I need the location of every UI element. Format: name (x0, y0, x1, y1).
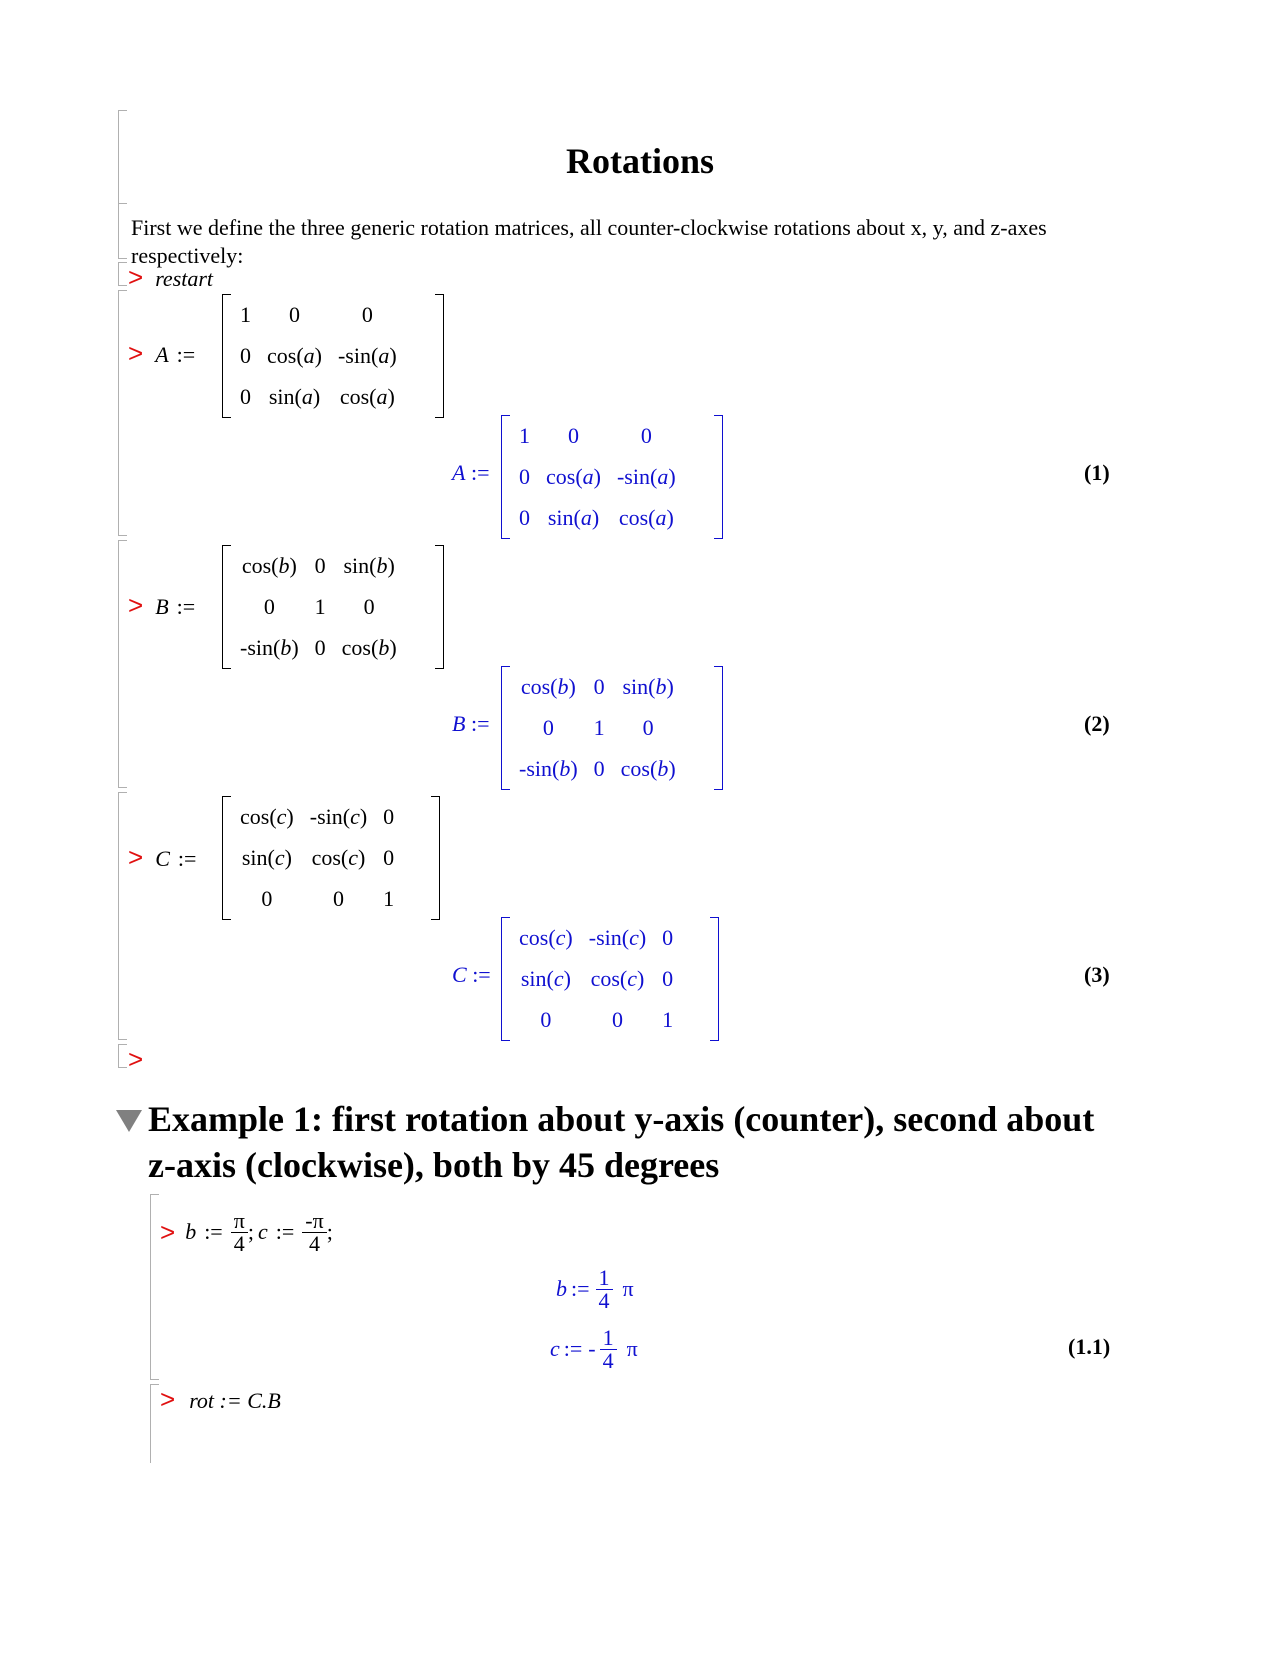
assign-operator: := (176, 594, 196, 619)
matrix-b-output-cell: -sin(b) (519, 756, 578, 782)
matrix-c-input-cell: -sin(c) (309, 803, 368, 829)
matrix-b-output-label (452, 711, 489, 737)
b-input-fraction (231, 1207, 248, 1256)
matrix-c-output-name: C (452, 962, 467, 987)
matrix-c-output-cell: 1 (662, 1007, 674, 1033)
matrix-a-input-name: A (155, 342, 169, 367)
section-input1-bracket (150, 1194, 159, 1380)
matrix-a-output-cell: -sin(a) (616, 463, 676, 489)
c-output-var: c (550, 1336, 560, 1361)
assign-operator: := (177, 846, 197, 871)
matrix-a-input-cell: sin(a) (268, 384, 321, 410)
matrix-c-input-cell: cos(c) (311, 844, 366, 870)
matrix-b-input-cell: sin(b) (343, 552, 395, 578)
prompt-symbol: > (128, 338, 144, 368)
assign-operator: := (470, 460, 490, 485)
restart-input-line[interactable] (128, 262, 213, 293)
b-output-var: b (556, 1276, 567, 1301)
matrix-b-output-row (511, 749, 684, 790)
assign-operator: := (204, 1219, 223, 1244)
c-output-line (550, 1322, 638, 1376)
matrix-c-output-cell: -sin(c) (588, 924, 647, 950)
c-output-fraction (600, 1324, 617, 1373)
c-input-numerator: -π (302, 1210, 326, 1233)
matrix-a-output-row (511, 456, 684, 497)
matrix-b-output-cell: 0 (642, 714, 654, 740)
matrix-a-input-cell: 0 (361, 301, 373, 327)
matrix-c-output-cell: 0 (540, 1007, 552, 1033)
assign-operator: := (275, 1219, 295, 1244)
matrix-c-output-label (452, 962, 491, 988)
matrix-c-output-cell: cos(c) (590, 965, 645, 991)
matrix-b-output-row (511, 666, 684, 707)
matrix-b-output-cell: 1 (593, 714, 605, 740)
c-output-numerator: 1 (600, 1327, 617, 1350)
matrix-b-input-cell: 1 (314, 593, 326, 619)
matrix-a-input-row (232, 377, 405, 418)
matrix-c-output-cell: 0 (611, 1007, 623, 1033)
matrix-c-input-cell: 0 (261, 886, 273, 912)
matrix-c-input-cell: 0 (383, 803, 395, 829)
c-input-fraction (302, 1207, 326, 1256)
restart-command: restart (155, 266, 214, 291)
prompt-symbol: > (128, 1044, 144, 1074)
matrix-a-output-cell: 1 (519, 422, 530, 448)
matrix-b-output-cell: 0 (542, 714, 554, 740)
matrix-c-input-cell: 0 (383, 844, 395, 870)
b-output-numerator: 1 (596, 1267, 613, 1290)
matrix-b-input-line[interactable] (128, 590, 195, 621)
b-output-line (556, 1262, 634, 1316)
matrix-c-input-cell: 0 (332, 886, 344, 912)
matrix-c-output-row (511, 917, 681, 958)
matrix-a-output-name: A (452, 460, 466, 485)
matrix-a-input-row (232, 294, 405, 335)
matrix-b-input-row (232, 586, 405, 627)
b-output-denominator: 4 (598, 1287, 610, 1313)
matrix-b-output-name: B (452, 711, 466, 736)
matrix-b-input-cell: -sin(b) (240, 635, 299, 661)
matrix-a-input-cell: -sin(a) (337, 342, 397, 368)
matrix-b-input-name: B (155, 594, 169, 619)
matrix-c-output-cell: 0 (662, 924, 674, 950)
matrix-a-input-cell: 1 (240, 301, 251, 327)
terminator: ; (326, 1219, 333, 1244)
matrix-b-input-cell: 0 (263, 593, 275, 619)
matrix-c-output-cell: sin(c) (520, 965, 571, 991)
prompt-symbol: > (160, 1384, 176, 1414)
prompt-symbol: > (128, 590, 144, 620)
empty-input-line[interactable] (128, 1044, 143, 1075)
matrix-a-input-line[interactable] (128, 338, 195, 369)
matrix-a-output-cell: 0 (519, 505, 530, 531)
matrix-a-output-cell: cos(a) (546, 463, 601, 489)
restart-group-bracket (118, 262, 127, 286)
matrix-b-output-cell: sin(b) (622, 673, 674, 699)
assign-operator: := (472, 962, 491, 987)
matrix-c-input-row (232, 837, 402, 878)
matrix-a-output-cell: cos(a) (618, 505, 674, 531)
matrix-c-output-row (511, 958, 681, 999)
equation-number-1: (1) (1084, 460, 1110, 485)
b-output-fraction (596, 1264, 613, 1313)
matrix-b-output-cell: cos(b) (520, 673, 576, 699)
matrix-b-input-cell: 0 (363, 593, 375, 619)
rot-input-line[interactable] (160, 1384, 281, 1415)
matrix-b-input-row (232, 628, 405, 669)
matrix-c-input[interactable] (222, 796, 440, 920)
c-output-sign: - (588, 1336, 596, 1361)
assign-operator: := (563, 1336, 583, 1361)
matrix-c-input-cell: cos(c) (240, 803, 294, 829)
intro-text: First we define the three generic rotation matrices, all counter-clockwise rotations about x, y, and z-axes respectively: (131, 215, 1047, 268)
matrix-b-input[interactable] (222, 545, 444, 669)
prompt-symbol: > (160, 1216, 176, 1247)
matrix-b-output-row (511, 707, 684, 748)
matrix-a-output-row (511, 498, 684, 539)
matrix-a-group-bracket (118, 290, 127, 536)
matrix-b-input-cell: 0 (314, 635, 326, 661)
matrix-a-output-cell: 0 (519, 463, 530, 489)
assign-operator: := (571, 1276, 590, 1301)
matrix-c-input-row (232, 879, 402, 920)
c-output-denominator: 4 (602, 1347, 614, 1373)
rot-input-text: rot := C.B (189, 1388, 281, 1413)
matrix-b-output-cell: 0 (593, 756, 605, 782)
matrix-b-group-bracket (118, 540, 127, 788)
matrix-a-input-cell: 0 (240, 384, 251, 410)
empty-prompt-group-bracket (118, 1044, 127, 1068)
matrix-c-input-line[interactable] (128, 842, 196, 873)
c-input-var: c (257, 1219, 268, 1244)
b-input-numerator: π (231, 1210, 248, 1233)
matrix-a-output-cell: 0 (640, 422, 652, 448)
matrix-b-output-cell: 0 (593, 673, 605, 699)
c-input-denominator: 4 (308, 1230, 320, 1256)
matrix-c-input-cell: 1 (383, 886, 395, 912)
b-input-denominator: 4 (233, 1230, 245, 1256)
section-title: Example 1: first rotation about y-axis (counter), second about z-axis (clockwise), both by 45 degrees (148, 1099, 1095, 1185)
matrix-a-input-cell: 0 (240, 342, 251, 368)
separator: ; (247, 1219, 254, 1244)
section-input2-bracket (150, 1384, 159, 1463)
matrix-b-input-row (232, 545, 405, 586)
matrix-c-output-row (511, 1000, 681, 1041)
equation-number-3: (3) (1084, 962, 1110, 987)
section-collapse-triangle-icon[interactable] (116, 1110, 142, 1132)
matrix-a-output-cell: 0 (567, 422, 579, 448)
matrix-c-group-bracket (118, 792, 127, 1040)
matrix-b-input-cell: cos(b) (341, 635, 397, 661)
prompt-symbol: > (128, 842, 144, 872)
prompt-symbol: > (128, 262, 144, 292)
assign-b-c-input-line[interactable] (160, 1204, 333, 1260)
matrix-a-output (501, 415, 723, 539)
matrix-a-input-cell: cos(a) (339, 384, 395, 410)
matrix-a-output-cell: sin(a) (547, 505, 600, 531)
b-output-pi: π (622, 1276, 634, 1301)
matrix-b-output-cell: cos(b) (620, 756, 676, 782)
b-input-var: b (185, 1219, 197, 1244)
matrix-c-input-name: C (155, 846, 170, 871)
intro-group-bracket (118, 203, 127, 259)
matrix-b-input-cell: cos(b) (241, 552, 297, 578)
page-title: Rotations (565, 141, 714, 181)
equation-number-2: (2) (1084, 711, 1110, 736)
matrix-a-input-cell: cos(a) (267, 342, 322, 368)
matrix-a-output-row (511, 415, 684, 456)
matrix-c-output (501, 917, 719, 1041)
matrix-c-input-cell: sin(c) (241, 844, 292, 870)
matrix-a-input-row (232, 335, 405, 376)
matrix-a-input-cell: 0 (288, 301, 300, 327)
equation-number-1-1: (1.1) (1068, 1334, 1111, 1359)
matrix-c-output-cell: 0 (662, 965, 674, 991)
assign-operator: := (470, 711, 490, 736)
matrix-a-input[interactable] (222, 294, 444, 418)
matrix-b-output (501, 666, 723, 790)
c-output-pi: π (626, 1336, 638, 1361)
matrix-c-input-row (232, 796, 402, 837)
assign-operator: := (176, 342, 196, 367)
matrix-c-output-cell: cos(c) (519, 924, 573, 950)
matrix-a-output-label (452, 460, 489, 486)
matrix-b-input-cell: 0 (314, 552, 326, 578)
